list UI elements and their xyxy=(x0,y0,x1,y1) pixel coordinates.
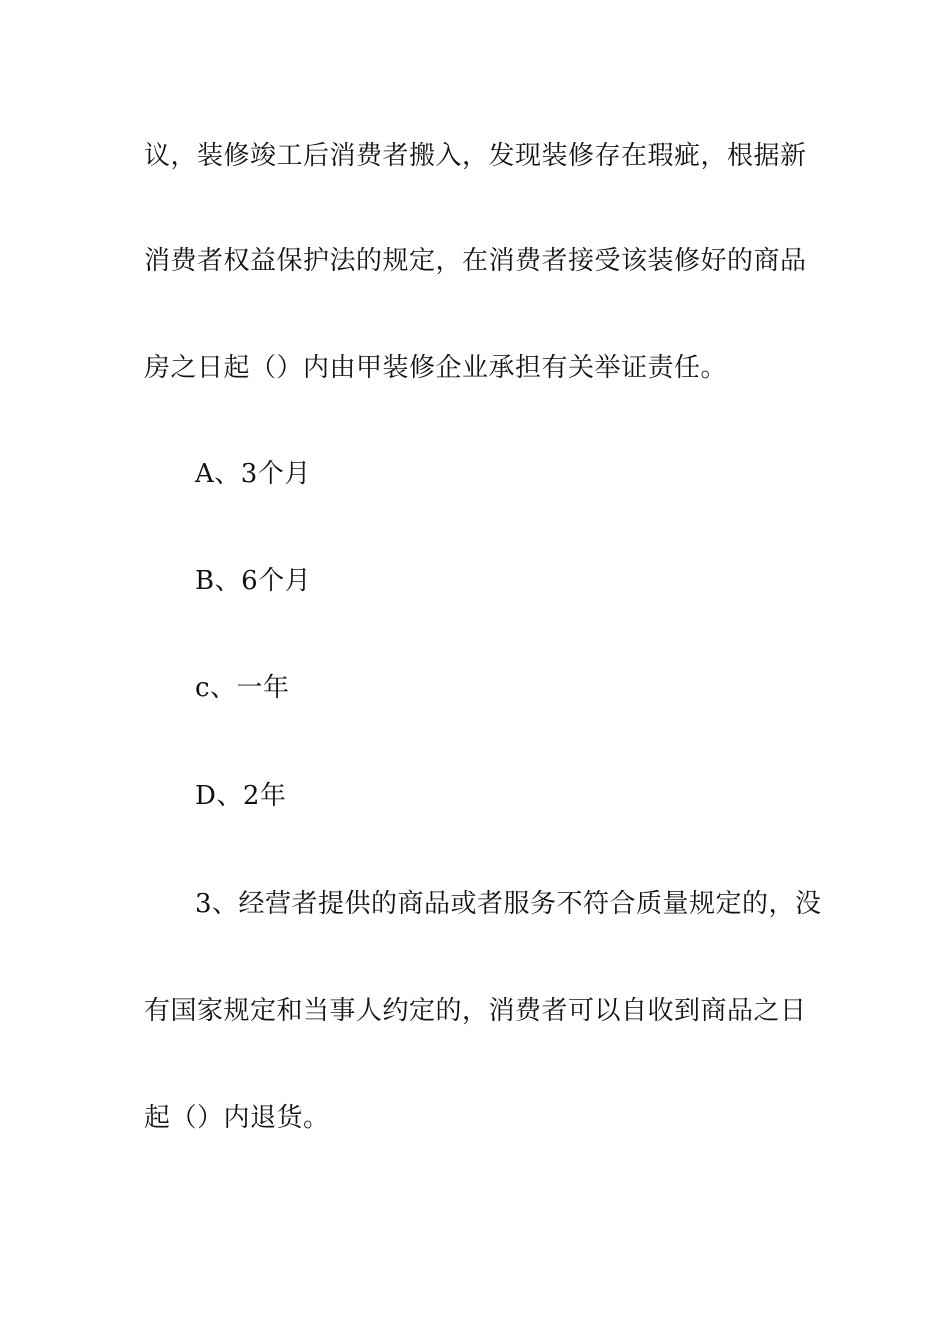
question-2-text-line-3: 房之日起（）内由甲装修企业承担有关举证责任。 xyxy=(144,353,728,383)
question-3-text-line-3: 起（）内退货。 xyxy=(144,1103,330,1133)
option-c: c、一年 xyxy=(195,673,290,703)
question-2-text-line-2: 消费者权益保护法的规定，在消费者接受该装修好的商品 xyxy=(144,246,807,276)
question-3-text-line-2: 有国家规定和当事人约定的，消费者可以自收到商品之日 xyxy=(144,996,807,1026)
option-b: B、6个月 xyxy=(195,566,312,596)
option-d: D、2年 xyxy=(195,781,287,811)
question-3-text-line-1: 3、经营者提供的商品或者服务不符合质量规定的，没 xyxy=(195,889,822,919)
option-a: A、3个月 xyxy=(195,459,311,489)
question-2-text-line-1: 议，装修竣工后消费者搬入，发现装修存在瑕疵，根据新 xyxy=(144,141,807,171)
